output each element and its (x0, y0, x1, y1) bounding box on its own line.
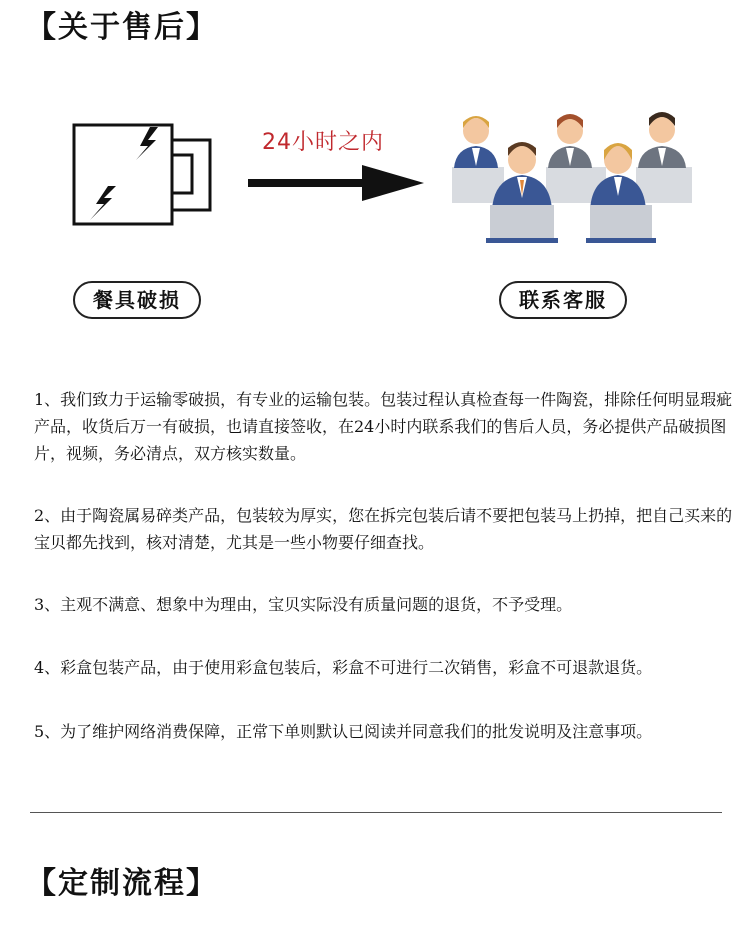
policy-paragraph-4: 4、彩盒包装产品，由于使用彩盒包装后，彩盒不可进行二次销售，彩盒不可退款退货。 (34, 658, 653, 677)
arrow-time-label: 24小时之内 (262, 130, 384, 155)
policy-paragraph-5: 5、为了维护网络消费保障，正常下单则默认已阅读并同意我们的批发说明及注意事项。 (34, 722, 653, 741)
broken-mug-icon (74, 125, 210, 224)
customer-service-team-icon (452, 112, 692, 243)
damaged-tableware-label: 餐具破损 (73, 281, 201, 319)
section-title-custom-process: 【定制流程】 (26, 866, 218, 901)
policy-paragraph-2: 2、由于陶瓷属易碎类产品，包装较为厚实，您在拆完包装后请不要把包装马上扔掉，把自己买来的宝贝都先找到，核对清楚，尤其是一些小物要仔细查找。 (34, 506, 733, 552)
contact-service-label: 联系客服 (499, 281, 627, 319)
section-divider (30, 812, 722, 813)
arrow-icon (248, 165, 424, 201)
section-title-after-sale: 【关于售后】 (26, 10, 218, 45)
policy-paragraph-3: 3、主观不满意、想象中为理由，宝贝实际没有质量问题的退货，不予受理。 (34, 595, 573, 614)
policy-paragraph-1: 1、我们致力于运输零破损，有专业的运输包装。包装过程认真检查每一件陶瓷，排除任何明显瑕疵产品，收货后万一有破损，也请直接签收，在24小时内联系我们的售后人员，务必提供产品破损图片，视频，务必清点，双方核实数量。 (34, 390, 733, 463)
